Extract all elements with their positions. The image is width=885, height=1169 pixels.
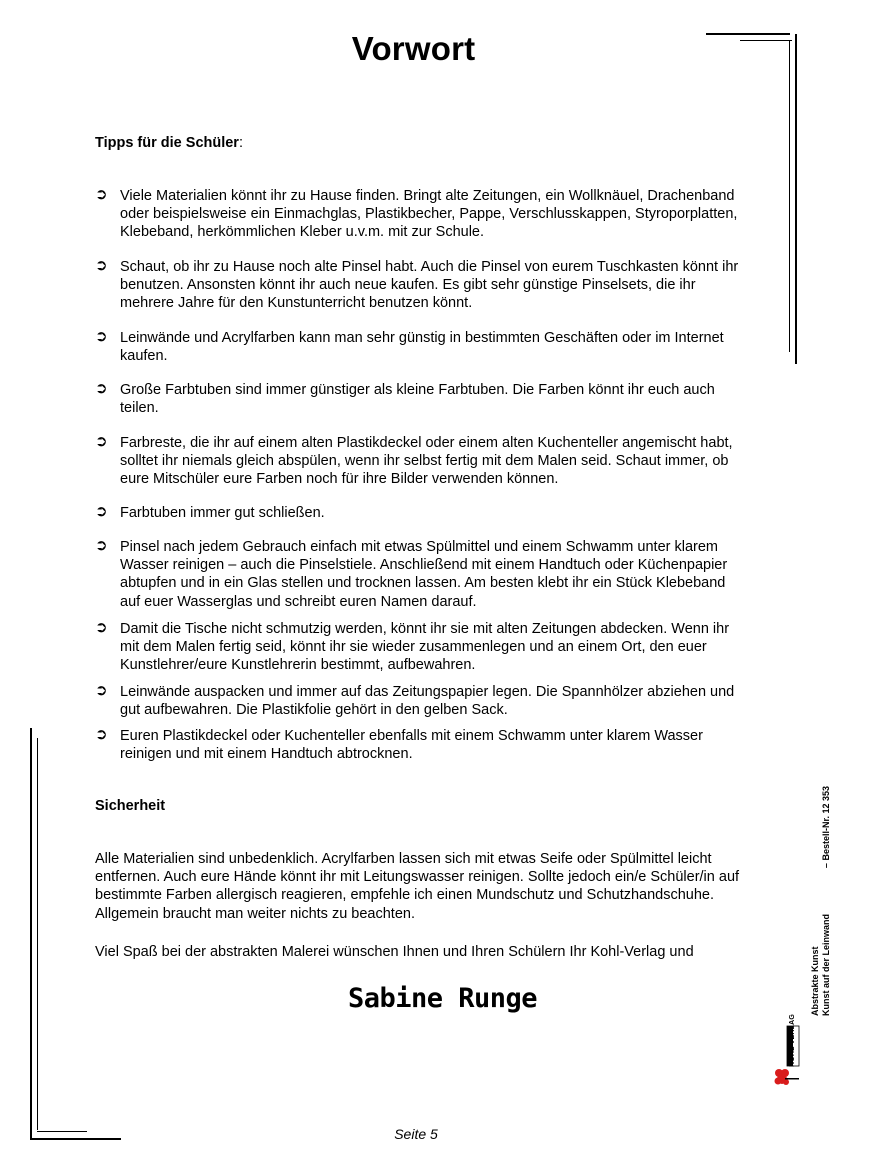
- tip-item: [95, 504, 745, 522]
- tip-item: [95, 329, 745, 365]
- tip-item: [95, 258, 745, 313]
- tips-heading-text: Tipps für die Schüler: [95, 135, 239, 151]
- frame-left-vertical: [30, 728, 32, 1140]
- closing-line: Viel Spaß bei der abstrakten Malerei wünschen Ihnen und Ihren Schülern Ihr Kohl-Verlag und: [95, 944, 694, 960]
- tip-text: Schaut, ob ihr zu Hause noch alte Pinsel habt. Auch die Pinsel von eurem Tuschkasten könnt ihr benutzen. Ansonsten könnt ihr auch neue kaufen. Es gibt sehr günstige Pinselsets, die ihr mehrere Jahre für den Kunstunterricht benutzen könnt.: [120, 259, 739, 312]
- side-info-line2: [821, 786, 832, 1016]
- arrow-bullet-icon: ➲: [95, 380, 108, 397]
- arrow-bullet-icon: ➲: [95, 619, 108, 636]
- tip-item: [95, 187, 745, 242]
- tip-item: [95, 538, 745, 611]
- tip-text: Damit die Tische nicht schmutzig werden, könnt ihr sie mit alten Zeitungen abdecken. Wenn ihr mit dem Malen fertig seid, könnt ihr sie wieder zusammenlegen und an einem Ort, den euer Kunstlehrer/eure Kunstlehrerin bestimmt, aufbewahren.: [120, 621, 730, 674]
- side-info-order-number: – Bestell-Nr. 12 353: [821, 786, 831, 869]
- arrow-bullet-icon: ➲: [95, 503, 108, 520]
- tip-text: Viele Materialien könnt ihr zu Hause finden. Bringt alte Zeitungen, ein Wollknäuel, Drachenband oder beispielsweise ein Einmachglas, Plastikbecher, Pappe, Verschlusskappen, Styroporplatten, Klebeband, herkömmlichen Kleber u.v.m. mit zur Schule.: [120, 188, 738, 241]
- frame-right-vertical-inner: [789, 40, 790, 352]
- kohl-verlag-logo: [773, 1013, 805, 1090]
- arrow-bullet-icon: ➲: [95, 186, 108, 203]
- arrow-bullet-icon: ➲: [95, 328, 108, 345]
- tip-text: Euren Plastikdeckel oder Kuchenteller ebenfalls mit einem Schwamm unter klarem Wasser reinigen und mit einem Handtuch abtrocknen.: [120, 728, 703, 763]
- side-info-line1: Abstrakte Kunst: [810, 946, 820, 1016]
- arrow-bullet-icon: ➲: [95, 726, 108, 743]
- signature: Sabine Runge: [347, 983, 538, 1014]
- tip-text: Große Farbtuben sind immer günstiger als kleine Farbtuben. Die Farben könnt ihr euch auch teilen.: [120, 382, 715, 417]
- safety-paragraph: Alle Materialien sind unbedenklich. Acrylfarben lassen sich mit etwas Seife oder Spülmittel leicht entfernen. Auch eure Hände könnt ihr mit Leitungswasser reinigen. Sollte jedoch ein/e Schüler/in auf bestimmte Farben allergisch reagieren, empfehle ich einen Mundschutz und Schutzhandschuhe. Allgemein braucht man weiter nichts zu beachten.: [95, 851, 740, 922]
- arrow-bullet-icon: ➲: [95, 682, 108, 699]
- side-publication-info: [810, 786, 832, 1016]
- page-title: Vorwort: [351, 30, 476, 67]
- page-number: Seite 5: [394, 1126, 438, 1142]
- tips-heading-colon: :: [238, 135, 243, 151]
- arrow-bullet-icon: ➲: [95, 257, 108, 274]
- safety-heading: Sicherheit: [95, 798, 166, 814]
- tip-text: Leinwände auspacken und immer auf das Zeitungspapier legen. Die Spannhölzer abziehen und gut aufbewahren. Die Plastikfolie gehört in den gelben Sack.: [120, 684, 735, 719]
- tip-text: Leinwände und Acrylfarben kann man sehr günstig in bestimmten Geschäften oder im Internet kaufen.: [120, 330, 724, 365]
- tip-item: [95, 381, 745, 417]
- tip-text: Pinsel nach jedem Gebrauch einfach mit etwas Spülmittel und einem Schwamm unter klarem Wasser reinigen – auch die Pinselstiele. Anschließend mit einem Handtuch oder Küchenpapier abtupfen und in ein Glas stellen und trocknen lassen. Am besten klebt ihr ein Stück Klebeband auf euer Wasserglas und schreibt euren Namen darauf.: [120, 539, 728, 610]
- tip-text: Farbtuben immer gut schließen.: [120, 505, 325, 521]
- tip-item: [95, 683, 745, 719]
- tip-item: [95, 620, 745, 675]
- arrow-bullet-icon: ➲: [95, 433, 108, 450]
- logo-text: KOHL VERLAG: [789, 1013, 796, 1067]
- frame-left-vertical-inner: [37, 738, 38, 1130]
- side-info-book-title: Kunst auf der Leinwand: [821, 913, 831, 1016]
- tip-text: Farbreste, die ihr auf einem alten Plastikdeckel oder einem alten Kuchenteller angemischt habt, solltet ihr niemals gleich abspülen, wenn ihr selbst fertig mit dem Malen seid. Schaut immer, ob eure Mitschüler eure Farben noch für ihre Bilder verwenden können.: [120, 435, 733, 488]
- frame-right-vertical: [795, 34, 797, 364]
- tip-item: [95, 434, 745, 489]
- tip-item: [95, 727, 745, 763]
- tips-heading: [95, 135, 243, 151]
- arrow-bullet-icon: ➲: [95, 537, 108, 554]
